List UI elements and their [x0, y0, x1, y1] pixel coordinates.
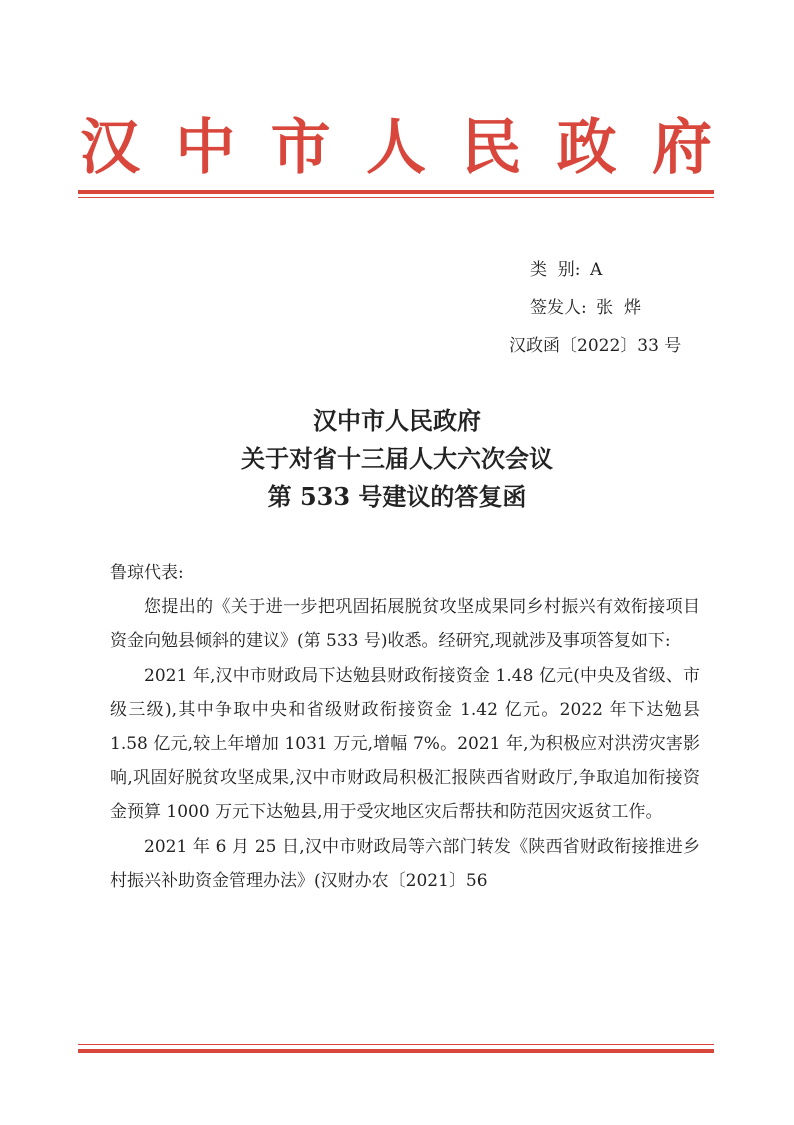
- title-line: 第 533 号建议的答复函: [267, 482, 527, 511]
- masthead-divider-thick: [78, 190, 714, 194]
- footer-divider-thin: [78, 1044, 714, 1045]
- signer-line: [530, 297, 641, 319]
- masthead-char: 汉: [80, 113, 140, 183]
- category-value: A: [589, 260, 603, 280]
- category-label: 类 别:: [530, 260, 581, 280]
- masthead-char: 人: [365, 113, 426, 183]
- masthead-char: 中: [175, 113, 236, 183]
- document-number: 汉政函〔2022〕33 号: [509, 336, 682, 356]
- footer-divider-thick: [78, 1049, 714, 1053]
- masthead-char: 政: [556, 113, 617, 183]
- paragraph: 2021 年,汉中市财政局下达勉县财政衔接资金 1.48 亿元(中央及省级、市级三级),其中争取中央和省级财政衔接资金 1.42 亿元。2022 年下达勉县 1.58 亿元,较上年增加 1031 万元,增幅 7%。2021 年,为积极应对洪涝灾害影响,巩固好脱贫攻坚成果,汉中市财政局积极汇报陕西省财政厅,争取追加衔接资金预算 1000 万元下达勉县,用于受灾地区灾后帮扶和防范因灾返贫工作。: [110, 665, 700, 823]
- salutation: 鲁琼代表:: [110, 563, 184, 583]
- document-title: [0, 402, 794, 516]
- signer-value: 张 烨: [596, 298, 641, 318]
- letter-body: [110, 556, 700, 898]
- masthead-char: 市: [270, 113, 331, 183]
- title-line: 汉中市人民政府: [313, 406, 481, 435]
- masthead-char: 民: [461, 113, 522, 183]
- masthead-title: [80, 112, 712, 184]
- paragraph: 您提出的《关于进一步把巩固拓展脱贫攻坚成果同乡村振兴有效衔接项目资金向勉县倾斜的建议》(第 533 号)收悉。经研究,现就涉及事项答复如下:: [110, 597, 700, 652]
- signer-label: 签发人:: [530, 298, 587, 318]
- paragraph: 2021 年 6 月 25 日,汉中市财政局等六部门转发《陕西省财政衔接推进乡村振兴补助资金管理办法》(汉财办农〔2021〕56: [110, 836, 700, 891]
- category-line: [530, 259, 602, 281]
- masthead-divider-thin: [78, 197, 714, 198]
- masthead-char: 府: [651, 113, 712, 183]
- title-line: 关于对省十三届人大六次会议: [241, 444, 553, 473]
